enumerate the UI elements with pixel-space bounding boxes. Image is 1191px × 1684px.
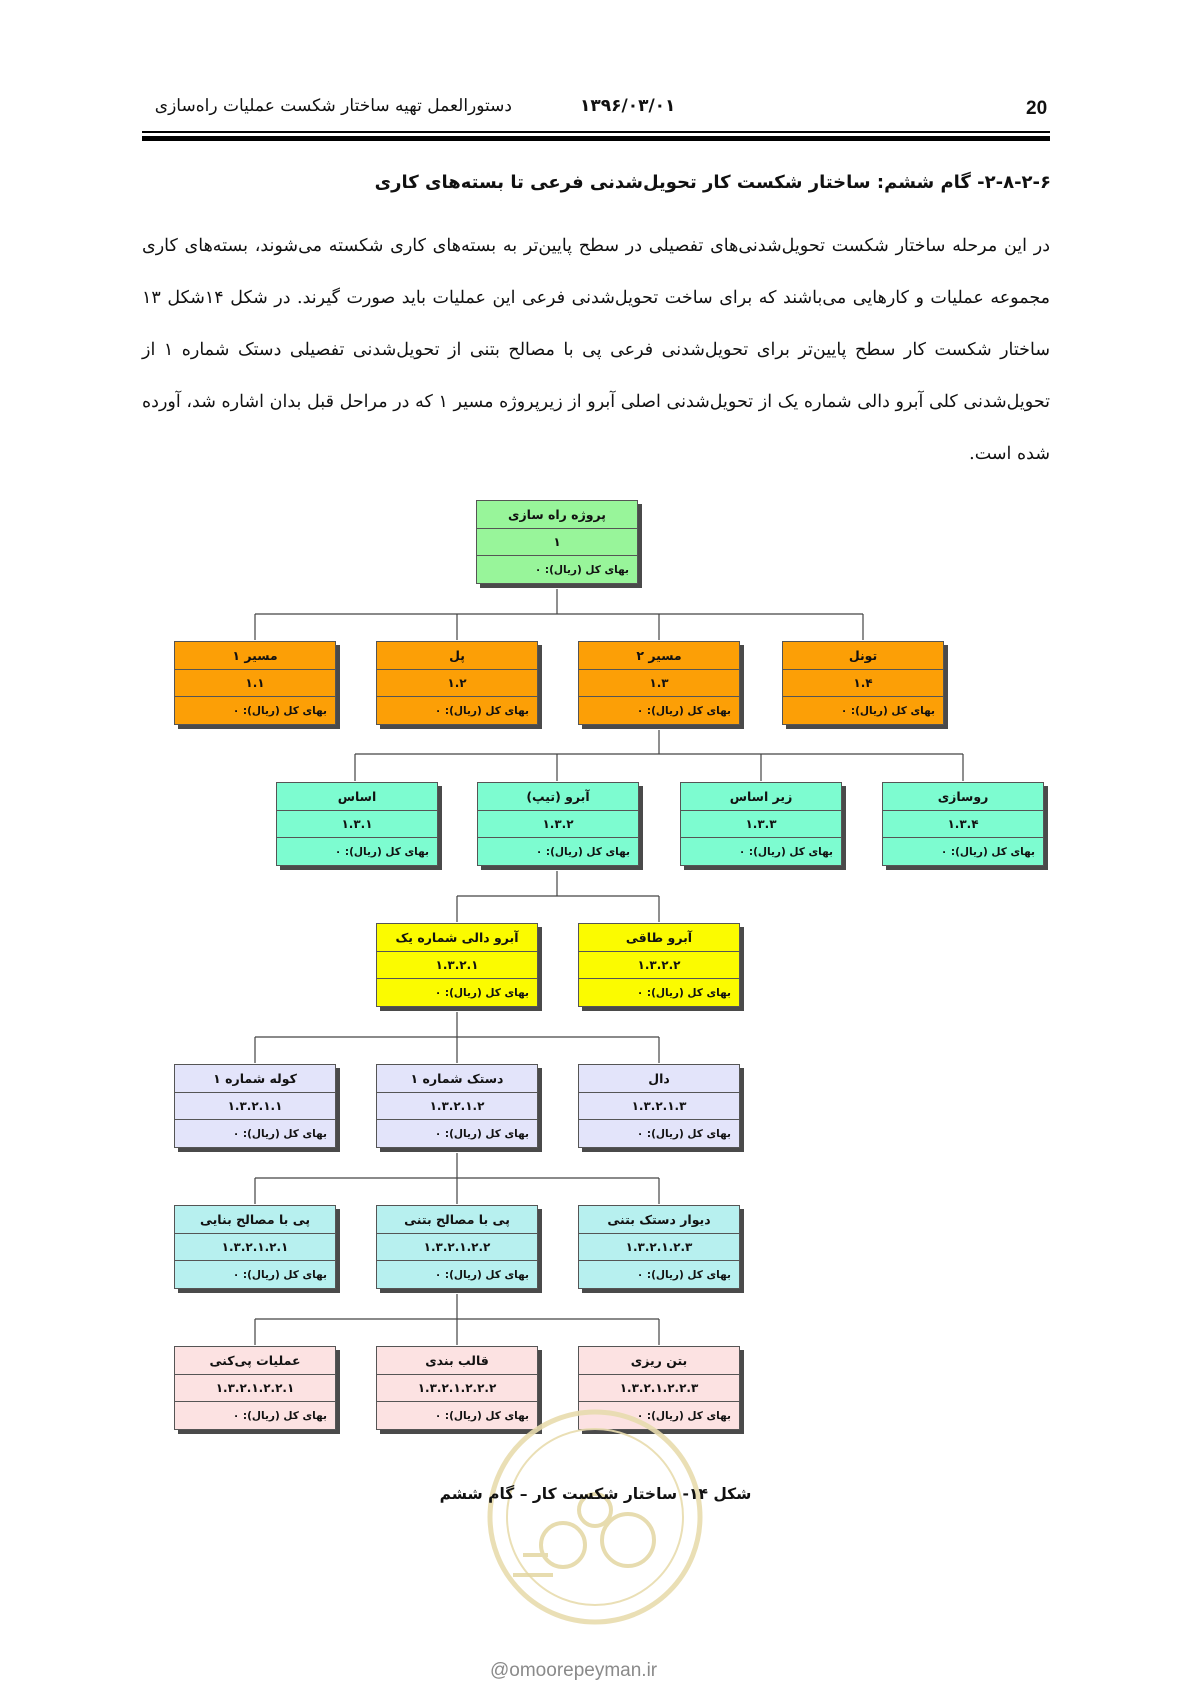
node-title: پی با مصالح بنایی	[175, 1206, 335, 1234]
node-title: پی با مصالح بتنی	[377, 1206, 537, 1234]
node-cost: بهای کل (ریال): ۰	[636, 1127, 731, 1140]
wbs-node-1-3-2-1-3	[578, 1064, 740, 1148]
node-code: ۱.۴	[783, 670, 943, 698]
node-code: ۱.۳.۲.۱.۲.۳	[579, 1234, 739, 1262]
node-title: قالب بندی	[377, 1347, 537, 1375]
node-title: مسیر ۲	[579, 642, 739, 670]
section-heading: ۲-۸-۲-۶- گام ششم: ساختار شکست کار تحویل‌شدنی فرعی تا بسته‌های کاری	[374, 172, 1051, 193]
node-code: ۱.۳.۲.۱.۳	[579, 1093, 739, 1121]
node-cost: بهای کل (ریال): ۰	[636, 704, 731, 717]
wbs-node-1-3-2-1-2-3	[578, 1205, 740, 1289]
node-code: ۱.۳.۲	[478, 811, 638, 839]
wbs-node-1-3-2-1-1	[174, 1064, 336, 1148]
node-cost: بهای کل (ریال): ۰	[534, 563, 629, 576]
wbs-node-1-3-1	[276, 782, 438, 866]
node-cost: بهای کل (ریال): ۰	[535, 845, 630, 858]
node-code: ۱.۳.۲.۱.۲.۲.۱	[175, 1375, 335, 1403]
wbs-node-1-3-2-1-2	[376, 1064, 538, 1148]
node-title: آبرو دالی شماره یک	[377, 924, 537, 952]
wbs-node-1-3-2-2	[578, 923, 740, 1007]
wbs-node-1-4	[782, 641, 944, 725]
node-title: آبرو (تیپ)	[478, 783, 638, 811]
document-date: ۱۳۹۶/۰۳/۰۱	[580, 96, 676, 116]
node-title: دیوار دستک بتنی	[579, 1206, 739, 1234]
wbs-node-root	[476, 500, 638, 584]
node-cost: بهای کل (ریال): ۰	[434, 704, 529, 717]
node-title: پروژه راه سازی	[477, 501, 637, 529]
node-code: ۱.۳	[579, 670, 739, 698]
node-cost: بهای کل (ریال): ۰	[636, 1409, 731, 1422]
node-code: ۱.۳.۴	[883, 811, 1043, 839]
node-code: ۱.۳.۲.۱.۱	[175, 1093, 335, 1121]
watermark-footer: @omoorepeyman.ir	[490, 1660, 658, 1681]
node-title: کوله شماره ۱	[175, 1065, 335, 1093]
wbs-node-1-2	[376, 641, 538, 725]
node-title: مسیر ۱	[175, 642, 335, 670]
node-code: ۱.۳.۲.۲	[579, 952, 739, 980]
wbs-node-1-3-3	[680, 782, 842, 866]
node-code: ۱.۳.۳	[681, 811, 841, 839]
node-title: عملیات پی‌کنی	[175, 1347, 335, 1375]
node-code: ۱.۳.۱	[277, 811, 437, 839]
wbs-node-1-3	[578, 641, 740, 725]
body-paragraph: در این مرحله ساختار شکست تحویل‌شدنی‌های تفصیلی در سطح پایین‌تر به بسته‌های کاری شکسته می‌شوند، بسته‌های کاری مجموعه عملیات و کارهایی می‌باشند که برای ساخت تحویل‌شدنی فرعی این عملیات باید صورت گیرند. در شکل ۱۴شکل ۱۳ ساختار شکست کار سطح پایین‌تر برای تحویل‌شدنی فرعی پی با مصالح بتنی از تحویل‌شدنی تفصیلی دستک شماره ۱ از تحویل‌شدنی کلی آبرو دالی شماره یک از تحویل‌شدنی اصلی آبرو از زیرپروژه مسیر ۱ که در مراحل قبل بدان اشاره شد، آورده شده است.	[142, 236, 1050, 464]
node-title: آبرو طاقی	[579, 924, 739, 952]
node-cost: بهای کل (ریال): ۰	[434, 1409, 529, 1422]
document-title: دستورالعمل تهیه ساختار شکست عملیات راه‌سازی	[154, 96, 512, 116]
node-title: بتن ریزی	[579, 1347, 739, 1375]
watermark-seal-icon	[483, 1405, 708, 1630]
node-code: ۱.۳.۲.۱.۲	[377, 1093, 537, 1121]
node-title: اساس	[277, 783, 437, 811]
node-cost: بهای کل (ریال): ۰	[940, 845, 1035, 858]
wbs-node-1-3-2-1-2-1	[174, 1205, 336, 1289]
figure-caption: شکل ۱۴- ساختار شکست کار – گام ششم	[439, 1485, 752, 1503]
node-cost: بهای کل (ریال): ۰	[738, 845, 833, 858]
node-cost: بهای کل (ریال): ۰	[232, 1127, 327, 1140]
node-title: پل	[377, 642, 537, 670]
node-cost: بهای کل (ریال): ۰	[636, 986, 731, 999]
node-code: ۱	[477, 529, 637, 557]
wbs-node-1-3-2-1-2-2	[376, 1205, 538, 1289]
node-title: تونل	[783, 642, 943, 670]
node-code: ۱.۳.۲.۱	[377, 952, 537, 980]
node-title: روسازی	[883, 783, 1043, 811]
node-cost: بهای کل (ریال): ۰	[232, 1409, 327, 1422]
node-cost: بهای کل (ریال): ۰	[434, 986, 529, 999]
wbs-node-1-3-2	[477, 782, 639, 866]
wbs-node-1-1	[174, 641, 336, 725]
node-title: زیر اساس	[681, 783, 841, 811]
node-cost: بهای کل (ریال): ۰	[334, 845, 429, 858]
node-code: ۱.۱	[175, 670, 335, 698]
node-title: دستک شماره ۱	[377, 1065, 537, 1093]
node-code: ۱.۳.۲.۱.۲.۱	[175, 1234, 335, 1262]
node-cost: بهای کل (ریال): ۰	[434, 1127, 529, 1140]
node-cost: بهای کل (ریال): ۰	[434, 1268, 529, 1281]
node-code: ۱.۳.۲.۱.۲.۲.۳	[579, 1375, 739, 1403]
node-cost: بهای کل (ریال): ۰	[636, 1268, 731, 1281]
wbs-node-1-3-2-1-2-2-1	[174, 1346, 336, 1430]
wbs-node-1-3-4	[882, 782, 1044, 866]
node-title: دال	[579, 1065, 739, 1093]
node-code: ۱.۳.۲.۱.۲.۲.۲	[377, 1375, 537, 1403]
node-cost: بهای کل (ریال): ۰	[232, 1268, 327, 1281]
wbs-node-1-3-2-1	[376, 923, 538, 1007]
page-number: 20	[1026, 98, 1048, 119]
node-cost: بهای کل (ریال): ۰	[232, 704, 327, 717]
node-code: ۱.۲	[377, 670, 537, 698]
node-cost: بهای کل (ریال): ۰	[840, 704, 935, 717]
node-code: ۱.۳.۲.۱.۲.۲	[377, 1234, 537, 1262]
